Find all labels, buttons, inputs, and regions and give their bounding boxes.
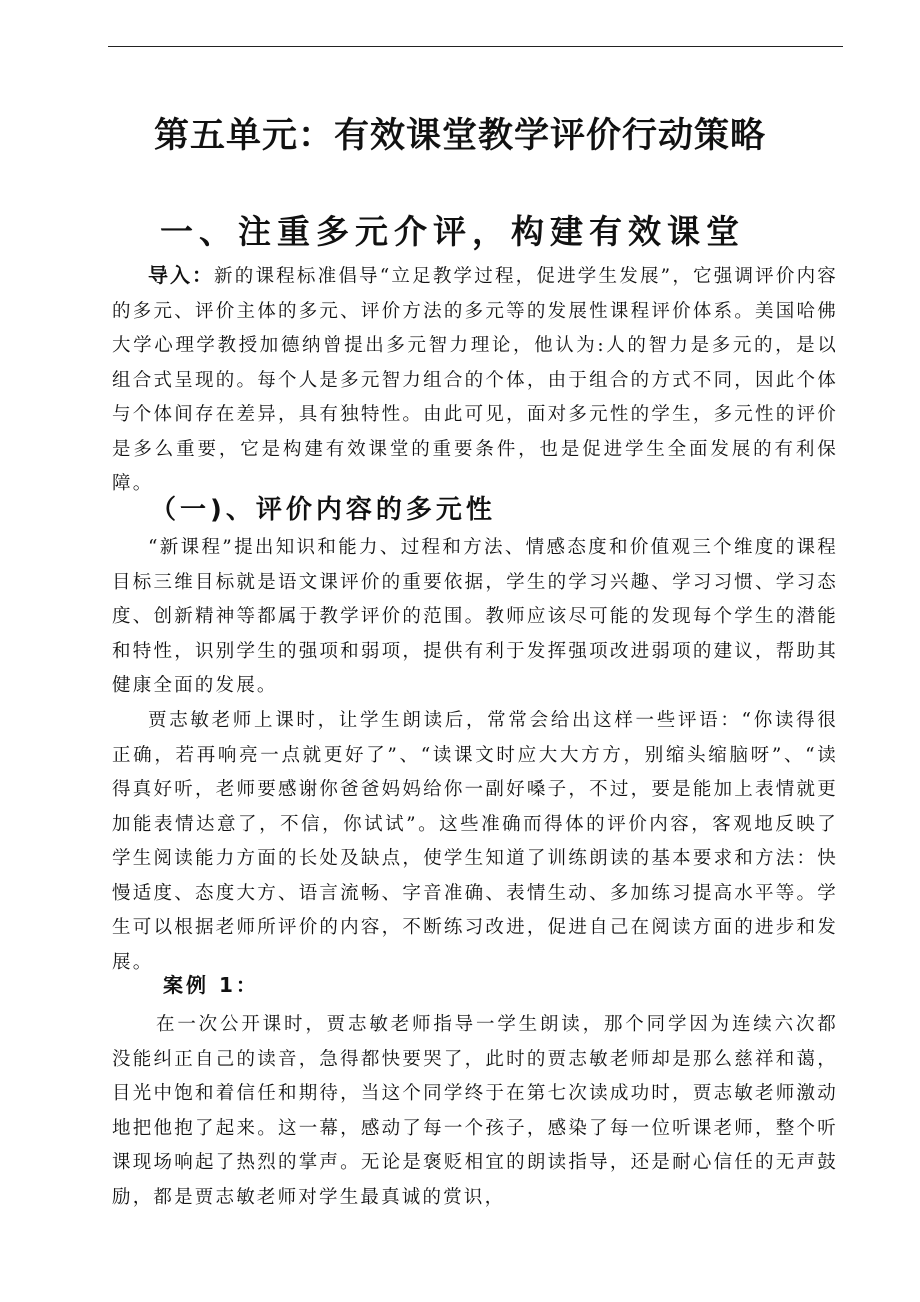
header-rule (108, 46, 843, 47)
intro-label: 导入： (148, 263, 215, 287)
intro-paragraph (112, 258, 838, 502)
document-title: 第五单元：有效课堂教学评价行动策略 (153, 116, 766, 156)
body-paragraph-2: 贾志敏老师上课时，让学生朗读后，常常会给出这样一些评语：“你读得很正确，若再响亮一点就更好了”、“读课文时应大大方方，别缩头缩脑呀”、“读得真好听，老师要感谢你爸爸妈妈给你一副好嗓子，不过，要是能加上表情就更加能表情达意了，不信，你试试”。这些准确而得体的评价内容，客观地反映了学生阅读能力方面的长处及缺点，使学生知道了训练朗读的基本要求和方法：快慢适度、态度大方、语言流畅、字音准确、表情生动、多加练习提高水平等。学生可以根据老师所评价的内容，不断练习改进，促进自己在阅读方面的进步和发展。 (112, 710, 838, 973)
body-paragraph-3: 在一次公开课时，贾志敏老师指导一学生朗读，那个同学因为连续六次都没能纠正自己的读音，急得都快要哭了，此时的贾志敏老师却是那么慈祥和蔼，目光中饱和着信任和期待，当这个同学终于在第七次读成功时，贾志敏老师激动地把他抱了起来。这一幕，感动了每一个孩子，感染了每一位听课老师，整个听课现场响起了热烈的掌声。无论是褒贬相宜的朗读指导，还是耐心信任的无声鼓励，都是贾志敏老师对学生最真诚的赏识， (112, 1014, 838, 1208)
body-paragraph-1: “新课程”提出知识和能力、过程和方法、情感态度和价值观三个维度的课程目标三维目标就是语文课评价的重要依据，学生的学习兴趣、学习习惯、学习态度、创新精神等都属于教学评价的范围。教师应该尽可能的发现每个学生的潜能和特性，识别学生的强项和弱项，提供有利于发挥强项改进弱项的建议，帮助其健康全面的发展。 (112, 537, 838, 696)
case-label: 案例 1： (163, 973, 259, 997)
intro-text: 新的课程标准倡导“立足教学过程，促进学生发展”，它强调评价内容的多元、评价主体的多元、评价方法的多元等的发展性课程评价体系。美国哈佛大学心理学教授加德纳曾提出多元智力理论，他认为:人的智力是多元的，是以组合式呈现的。每个人是多元智力组合的个体，由于组合的方式不同，因此个体与个体间存在差异，具有独特性。由此可见，面对多元性的学生，多元性的评价是多么重要，它是构建有效课堂的重要条件，也是促进学生全面发展的有利保障。 (112, 266, 839, 494)
section-heading: 一、注重多元介评，构建有效课堂 (160, 212, 745, 251)
subsection-heading: （一)、评价内容的多元性 (150, 495, 496, 525)
